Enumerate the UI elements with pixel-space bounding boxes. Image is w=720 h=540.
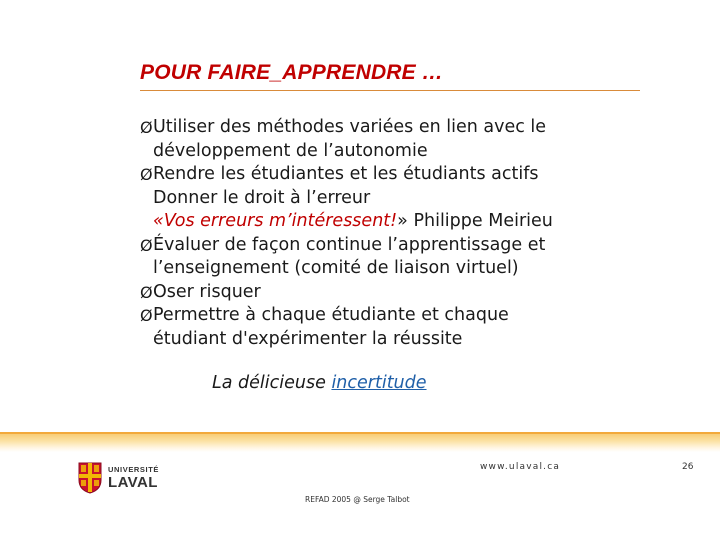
list-item bbox=[140, 234, 640, 281]
list-item bbox=[140, 281, 640, 305]
page-number: 26 bbox=[682, 462, 694, 472]
quote-line bbox=[153, 210, 640, 234]
bullet-text: Utiliser des méthodes variées en lien avec le bbox=[153, 117, 547, 137]
list-item bbox=[140, 163, 640, 234]
list-item bbox=[140, 116, 640, 163]
bullet-arrow-icon: Ø bbox=[140, 235, 153, 255]
logo-laval-text: LAVAL bbox=[108, 474, 158, 492]
logo-universite-text: UNIVERSITÉ bbox=[108, 464, 160, 474]
footer-band-line bbox=[0, 432, 720, 434]
quote-text: Vos erreurs m’intéressent! bbox=[163, 211, 398, 231]
bullet-text: Rendre les étudiantes et les étudiants actifs bbox=[153, 164, 539, 184]
bullet-arrow-icon: Ø bbox=[140, 306, 153, 325]
universite-laval-logo bbox=[78, 462, 159, 494]
quote-attribution: » Philippe Meirieu bbox=[397, 211, 553, 231]
footer-credit: REFAD 2005 @ Serge Talbot bbox=[305, 495, 410, 504]
bullet-text-continued: Donner le droit à l’erreur bbox=[153, 187, 371, 208]
list-item bbox=[140, 304, 640, 351]
title-underline bbox=[140, 90, 640, 91]
tagline bbox=[212, 373, 427, 393]
bullet-arrow-icon: Ø bbox=[140, 282, 153, 302]
footer-band bbox=[0, 432, 720, 452]
bullet-text: Permettre à chaque étudiante et chaque bbox=[153, 305, 509, 325]
bullet-arrow-icon: Ø bbox=[140, 165, 153, 184]
shield-icon bbox=[78, 462, 102, 494]
incertitude-link[interactable]: incertitude bbox=[331, 373, 427, 393]
bullet-text-continued: l’enseignement (comité de liaison virtuel) bbox=[153, 258, 519, 278]
website-url: www.ulaval.ca bbox=[480, 462, 561, 472]
bullet-list bbox=[140, 116, 640, 351]
bullet-text: Évaluer de façon continue l’apprentissage et bbox=[153, 234, 546, 255]
tagline-text: La délicieuse bbox=[212, 373, 332, 393]
bullet-text: Oser risquer bbox=[153, 281, 261, 302]
slide-title: POUR FAIRE_APPRENDRE … bbox=[140, 61, 444, 84]
bullet-arrow-icon: Ø bbox=[140, 118, 153, 137]
bullet-text-continued: développement de l’autonomie bbox=[153, 140, 428, 161]
quote-open: « bbox=[153, 211, 164, 231]
bullet-text-continued: étudiant d'expérimenter la réussite bbox=[153, 328, 463, 349]
